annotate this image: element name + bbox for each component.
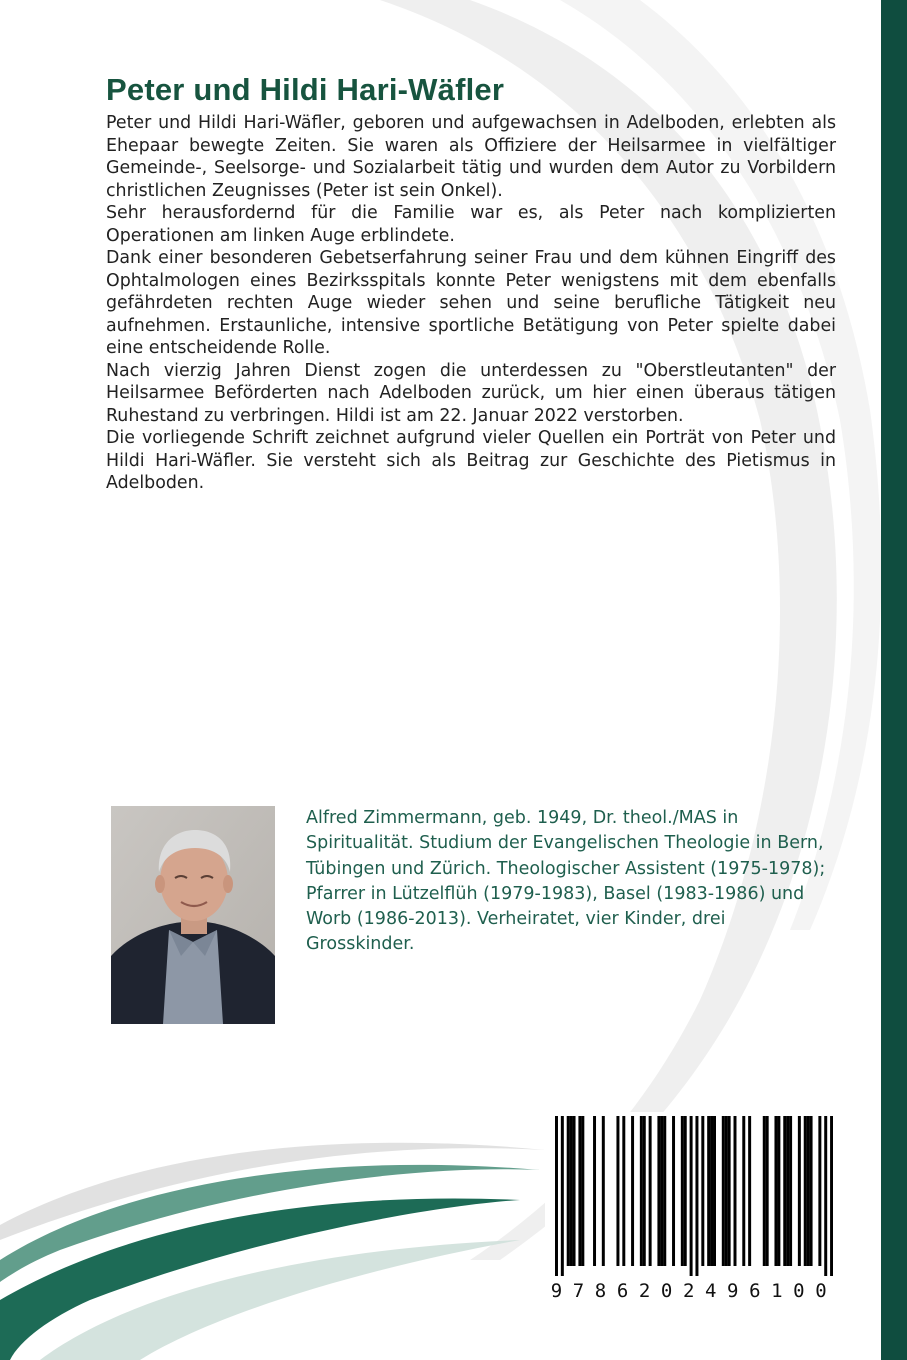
barcode-bar (561, 1116, 564, 1276)
barcode-bar (742, 1116, 745, 1266)
barcode-bar (570, 1116, 573, 1266)
barcode-bar (663, 1116, 666, 1266)
barcode-bar (593, 1116, 596, 1266)
barcode-bar (616, 1116, 619, 1266)
blurb-paragraph: Die vorliegende Schrift zeichnet aufgrund vieler Quellen ein Porträt von Peter und Hildi Hari-Wäfler. Sie versteht sich als Beitrag zur Geschichte des Pietismus in Adelboden. (106, 428, 836, 493)
blurb-paragraph: Peter und Hildi Hari-Wäfler, geboren und aufgewachsen in Adelboden, erlebten als Ehepaar bewegte Zeiten. Sie waren als Offiziere der Heilsarmee in vielfältiger Gemeinde-, Seelsorge- und Sozialarbeit tätig und wurden dem Autor zu Vorbildern christlichen Zeugnisses (Peter ist sein Onkel). (106, 113, 836, 201)
book-title: Peter und Hildi Hari-Wäfler (106, 72, 505, 107)
barcode-bars (555, 1116, 833, 1276)
blurb-paragraph: Sehr herausfordernd für die Familie war es, als Peter nach komplizierten Operationen am linken Auge erblindete. (106, 203, 836, 246)
barcode-bar (602, 1116, 605, 1266)
barcode-bar (573, 1116, 576, 1266)
barcode-bar (725, 1116, 728, 1266)
barcode-bar (684, 1116, 687, 1266)
barcode-bar (786, 1116, 789, 1266)
barcode-bar (681, 1116, 684, 1266)
barcode-bar (777, 1116, 780, 1266)
barcode-bar (649, 1116, 652, 1266)
barcode (545, 1112, 843, 1312)
barcode-bar (555, 1116, 558, 1276)
author-photo (111, 806, 275, 1024)
barcode-bar (807, 1116, 810, 1266)
barcode-bar (818, 1116, 821, 1266)
barcode-bar (567, 1116, 570, 1266)
barcode-bar (581, 1116, 584, 1266)
barcode-bar (774, 1116, 777, 1266)
barcode-bar (710, 1116, 713, 1266)
barcode-bar (713, 1116, 716, 1266)
barcode-bar (798, 1116, 801, 1266)
barcode-bar (810, 1116, 813, 1266)
barcode-bar (631, 1116, 634, 1266)
barcode-bar (695, 1116, 698, 1276)
barcode-bar (701, 1116, 704, 1266)
barcode-bar (672, 1116, 675, 1266)
barcode-bar (578, 1116, 581, 1266)
barcode-bar (830, 1116, 833, 1276)
barcode-bar (728, 1116, 731, 1266)
blurb-text (106, 112, 836, 495)
blurb-paragraph: Dank einer besonderen Gebetserfahrung seiner Frau und dem kühnen Eingriff des Ophtalmologen eines Bezirksspitals konnte Peter wenigstens mit dem ebenfalls gefährdeten rechten Auge wieder sehen und seine berufliche Tätigkeit neu aufnehmen. Erstaunliche, intensive sportliche Betätigung von Peter spielte dabei eine entscheidende Rolle. (106, 248, 836, 358)
barcode-bar (804, 1116, 807, 1266)
barcode-bar (640, 1116, 643, 1266)
barcode-bar (789, 1116, 792, 1266)
barcode-bar (763, 1116, 766, 1266)
barcode-bar (824, 1116, 827, 1276)
barcode-bar (766, 1116, 769, 1266)
barcode-bar (690, 1116, 693, 1276)
barcode-bar (660, 1116, 663, 1266)
barcode-bar (734, 1116, 737, 1266)
barcode-bar (622, 1116, 625, 1266)
barcode-bar (748, 1116, 751, 1266)
blurb-paragraph: Nach vierzig Jahren Dienst zogen die unterdessen zu "Oberstleutanten" der Heilsarmee Beförderten nach Adelboden zurück, um hier einen überaus tätigen Ruhestand zu verbringen. Hildi ist am 22. Januar 2022 verstorben. (106, 360, 836, 426)
barcode-bar (722, 1116, 725, 1266)
isbn-number: 9786202496100 (550, 1280, 838, 1302)
barcode-bar (707, 1116, 710, 1266)
barcode-bar (657, 1116, 660, 1266)
barcode-bar (643, 1116, 646, 1266)
author-bio: Alfred Zimmermann, geb. 1949, Dr. theol./MAS in Spiritualität. Studium der Evangelischen Theologie in Bern, Tübingen und Zürich. Theologischer Assistent (1975-1978); Pfarrer in Lützelflüh (1979-1983), Basel (1983-1986) und Worb (1986-2013). Verheiratet, vier Kinder, drei Grosskinder. (306, 808, 826, 955)
barcode-bar (783, 1116, 786, 1266)
spine-bar (881, 0, 907, 1360)
